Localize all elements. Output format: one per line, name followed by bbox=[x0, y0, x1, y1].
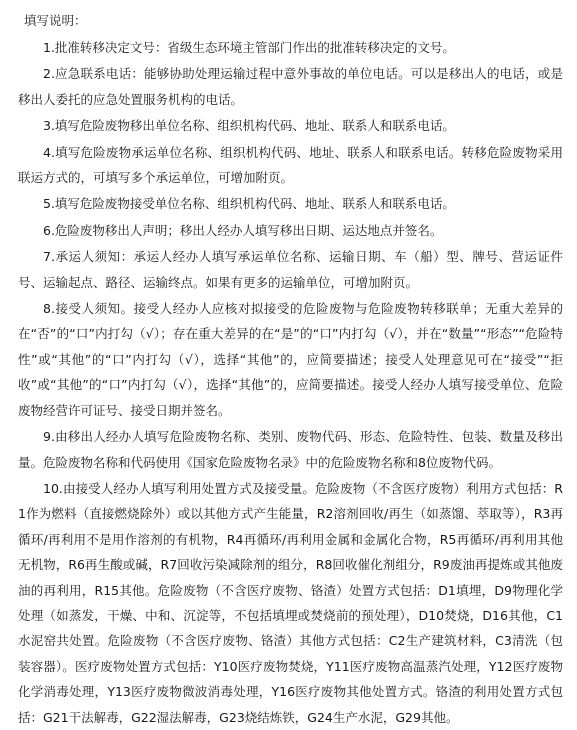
instruction-item-7: 7.承运人须知：承运人经办人填写承运单位名称、运输日期、车（船）型、牌号、营运证件号、运输起点、路径、运输终点。如果有更多的运输单位，可增加附页。 bbox=[18, 249, 563, 290]
instruction-item-6: 6.危险废物移出人声明；移出人经办人填写移出日期、运达地点并签名。 bbox=[43, 222, 443, 238]
instruction-item-10: 10.由接受人经办人填写利用处置方式及接受量。危险废物（不含医疗废物）利用方式包括：R1作为燃料（直接燃烧除外）或以其他方式产生能量，R2溶剂回收/再生（如蒸馏、萃取等），R3再循环/再利用不是用作溶剂的有机物，R4再循环/再利用金属和金属化合物，R5再循环/再利用其他无机物，R6再生酸或碱，R7回收污染减除剂的组分，R8回收催化剂组分，R9废油再提炼或其他废油的再利用，R15其他。危险废物（不含医疗废物、铬渣）处置方式包括：D1填埋，D9物理化学处理（如蒸发，干燥、中和、沉淀等，不包括填埋或焚烧前的预处理），D10焚烧，D16其他，C1水泥窑共处置。危险废物（不含医疗废物、铬渣）其他方式包括：C2生产建筑材料，C3清洗（包装容器）。医疗废物处置方式包括：Y10医疗废物焚烧，Y11医疗废物高温蒸汽处理，Y12医疗废物化学消毒处理，Y13医疗废物微波消毒处理，Y16医疗废物其他处置方式。铬渣的利用处置方式包括：G21干法解毒，G22湿法解毒，G23烧结炼铁，G24生产水泥，G29其他。 bbox=[18, 480, 563, 725]
instruction-item-9: 9.由移出人经办人填写危险废物名称、类别、废物代码、形态、危险特性、包装、数量及移出量。危险废物名称和代码使用《国家危险废物名录》中的危险废物名称和8位废物代码。 bbox=[18, 429, 563, 470]
instruction-item-8: 8.接受人须知。接受人经办人应核对拟接受的危险废物与危险废物转移联单；无重大差异的在“否”的“口”内打勾（√）；存在重大差异的在“是”的“口”内打勾（√），并在“数量”“形态”“危险特性”或“其他”的“口”内打勾（√），选择“其他”的，应简要描述；接受人处理意见可在“接受”“拒收”或“其他”的“口”内打勾（√），选择“其他”的，应简要描述。接受人经办人填写接受单位、危险废物经营许可证号、接受日期并签名。 bbox=[18, 301, 563, 418]
instruction-item-4: 4.填写危险废物承运单位名称、组织机构代码、地址、联系人和联系电话。转移危险废物采用联运方式的，可填写多个承运单位，可增加附页。 bbox=[18, 144, 563, 186]
instruction-item-5: 5.填写危险废物接受单位名称、组织机构代码、地址、联系人和联系电话。 bbox=[43, 196, 455, 212]
instruction-item-3: 3.填写危险废物移出单位名称、组织机构代码、地址、联系人和联系电话。 bbox=[43, 118, 455, 134]
page-title: 填写说明： bbox=[24, 13, 87, 28]
instruction-item-2: 2.应急联系电话：能够协助处理运输过程中意外事故的单位电话。可以是移出人的电话，或是移出人委托的应急处置服务机构的电话。 bbox=[18, 66, 563, 107]
instruction-item-1: 1.批准转移决定文号：省级生态环境主管部门作出的批准转移决定的文号。 bbox=[43, 40, 455, 55]
